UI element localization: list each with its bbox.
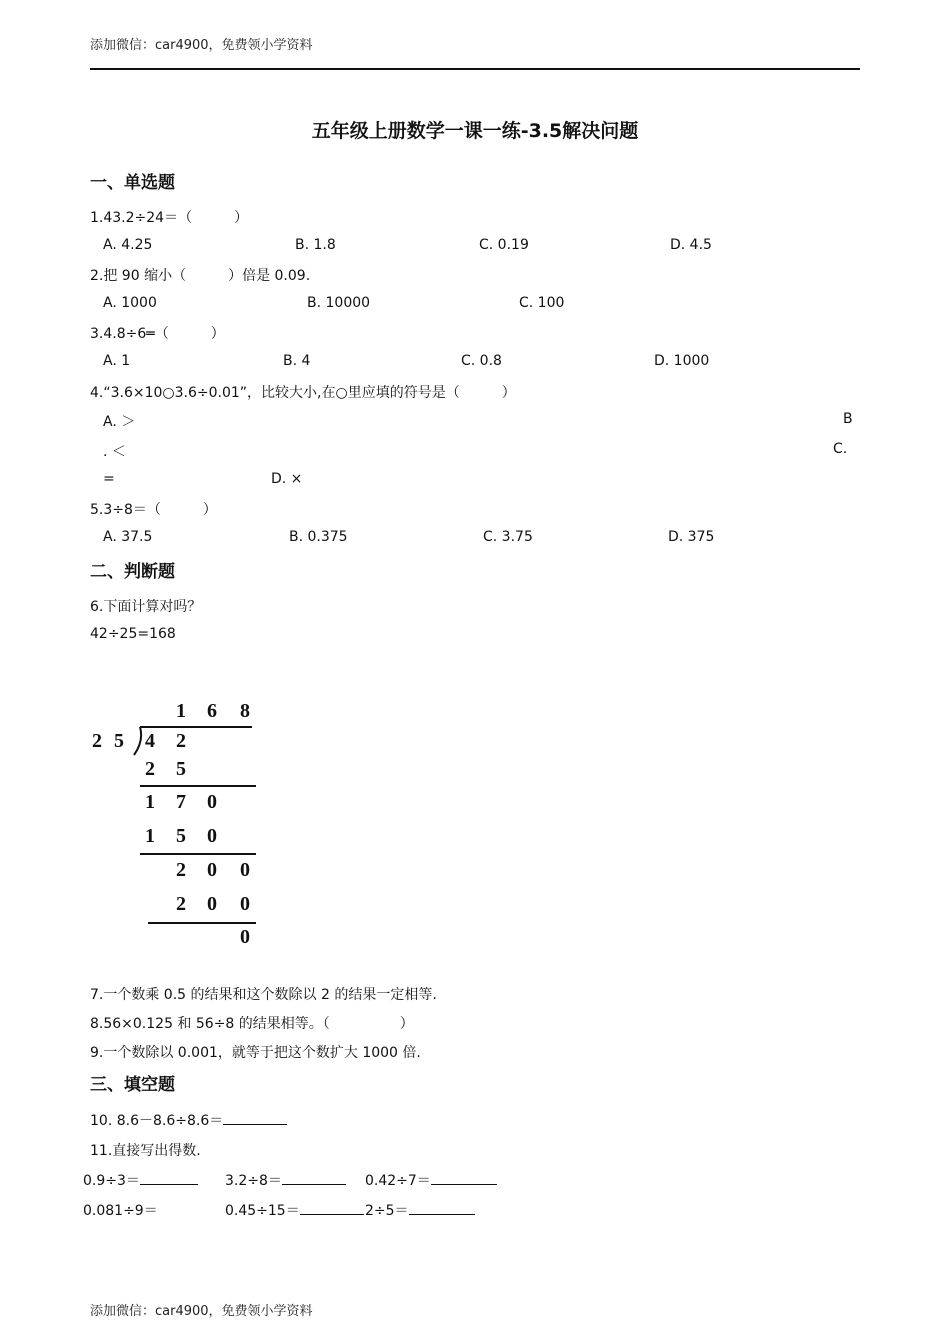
answer-blank[interactable] [223, 1110, 287, 1125]
step-digit: 0 [207, 791, 217, 813]
question-4-option-d[interactable]: D. × [271, 471, 303, 487]
step-digit: 5 [176, 825, 186, 847]
section-title-fill-blank: 三、填空题 [90, 1075, 175, 1095]
question-3-stem: 3.4.8÷6═（ ） [90, 326, 225, 342]
step-digit: 0 [207, 893, 217, 915]
question-5-option-d[interactable]: D. 375 [668, 529, 715, 545]
header-text: 添加微信：car4900，免费领小学资料 [90, 38, 313, 53]
question-2-option-a[interactable]: A. 1000 [103, 295, 157, 311]
question-10: 10. 8.6－8.6÷8.6＝ [90, 1113, 224, 1129]
answer-blank[interactable] [300, 1200, 364, 1215]
question-3-option-d[interactable]: D. 1000 [654, 353, 710, 369]
question-4-option-c-letter[interactable]: C. [833, 441, 848, 457]
question-4-option-b-letter[interactable]: B [843, 411, 853, 427]
division-bracket [130, 726, 144, 756]
answer-blank[interactable] [282, 1170, 346, 1185]
step-digit: 0 [207, 825, 217, 847]
step-digit: 7 [176, 791, 186, 813]
question-11-item: 0.081÷9＝ [83, 1203, 158, 1219]
question-11-stem: 11.直接写出得数. [90, 1143, 201, 1159]
question-5-option-a[interactable]: A. 37.5 [103, 529, 153, 545]
question-8: 8.56×0.125 和 56÷8 的结果相等。（ ） [90, 1016, 414, 1032]
step-line [148, 922, 256, 924]
division-bar [140, 726, 252, 728]
question-1-option-d[interactable]: D. 4.5 [670, 237, 712, 253]
dividend-digit: 4 [145, 730, 155, 752]
step-digit: 5 [176, 758, 186, 780]
question-1-stem: 1.43.2÷24＝（ ） [90, 210, 249, 226]
question-11-item: 0.42÷7＝ [365, 1173, 431, 1189]
step-line [140, 853, 256, 855]
step-digit: 2 [176, 859, 186, 881]
divisor-digit: 2 [92, 730, 102, 752]
header-rule [90, 68, 860, 70]
dividend-digit: 2 [176, 730, 186, 752]
question-11-item: 0.9÷3＝ [83, 1173, 140, 1189]
quotient-digit: 8 [240, 700, 250, 722]
step-line [140, 785, 256, 787]
step-digit: 2 [145, 758, 155, 780]
question-11-item: 2÷5＝ [365, 1203, 409, 1219]
question-4-option-b-text[interactable]: . ＜ [103, 444, 126, 460]
question-5-stem: 5.3÷8＝（ ） [90, 502, 217, 518]
divisor-digit: 5 [114, 730, 124, 752]
section-title-single-choice: 一、单选题 [90, 173, 175, 193]
section-title-true-false: 二、判断题 [90, 562, 175, 582]
step-digit: 0 [240, 893, 250, 915]
question-2-stem: 2.把 90 缩小（ ）倍是 0.09. [90, 268, 311, 284]
question-11-item: 0.45÷15＝ [225, 1203, 300, 1219]
question-2-option-b[interactable]: B. 10000 [307, 295, 371, 311]
question-4-stem: 4.“3.6×10○3.6÷0.01”，比较大小,在○里应填的符号是（ ） [90, 385, 516, 401]
question-1-option-c[interactable]: C. 0.19 [479, 237, 529, 253]
question-11-item: 3.2÷8＝ [225, 1173, 282, 1189]
question-1-option-b[interactable]: B. 1.8 [295, 237, 336, 253]
answer-blank[interactable] [140, 1170, 198, 1185]
question-4-option-c-text[interactable]: = [103, 471, 115, 487]
question-4-option-a[interactable]: A. ＞ [103, 414, 136, 430]
step-digit: 0 [207, 859, 217, 881]
question-1-option-a[interactable]: A. 4.25 [103, 237, 153, 253]
question-3-option-a[interactable]: A. 1 [103, 353, 131, 369]
question-9: 9.一个数除以 0.001，就等于把这个数扩大 1000 倍. [90, 1045, 421, 1061]
question-5-option-c[interactable]: C. 3.75 [483, 529, 533, 545]
step-digit: 1 [145, 825, 155, 847]
footer-text: 添加微信：car4900，免费领小学资料 [90, 1304, 313, 1319]
answer-blank[interactable] [409, 1200, 475, 1215]
remainder-digit: 0 [240, 926, 250, 948]
page-title: 五年级上册数学一课一练-3.5解决问题 [311, 120, 639, 142]
question-6-expression: 42÷25=168 [90, 626, 176, 642]
step-digit: 2 [176, 893, 186, 915]
answer-blank[interactable] [431, 1170, 497, 1185]
step-digit: 0 [240, 859, 250, 881]
question-7: 7.一个数乘 0.5 的结果和这个数除以 2 的结果一定相等. [90, 987, 437, 1003]
question-5-option-b[interactable]: B. 0.375 [289, 529, 348, 545]
quotient-digit: 6 [207, 700, 217, 722]
step-digit: 1 [145, 791, 155, 813]
question-3-option-b[interactable]: B. 4 [283, 353, 311, 369]
question-3-option-c[interactable]: C. 0.8 [461, 353, 502, 369]
quotient-digit: 1 [176, 700, 186, 722]
question-2-option-c[interactable]: C. 100 [519, 295, 565, 311]
question-6-stem: 6.下面计算对吗？ [90, 599, 202, 615]
